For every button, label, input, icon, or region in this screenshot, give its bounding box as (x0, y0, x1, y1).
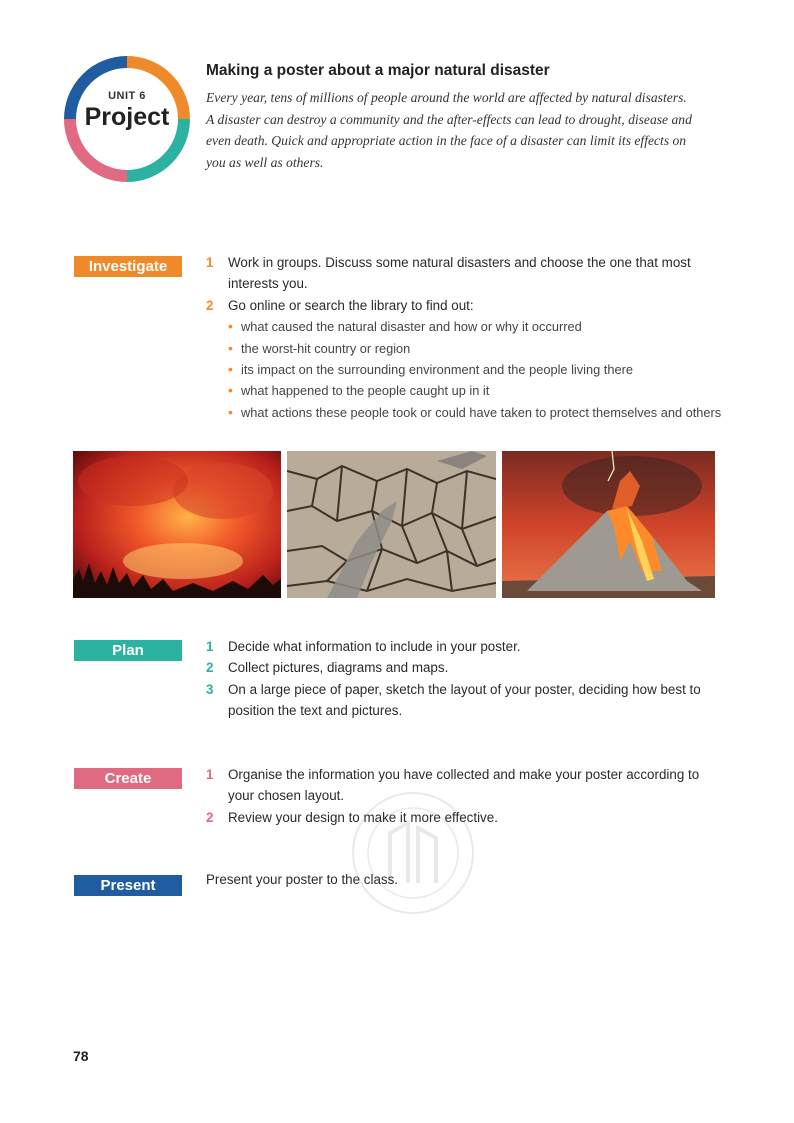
item-text: Organise the information you have collected and make your poster according to your chosen layout. (228, 767, 700, 804)
unit-badge (63, 55, 191, 183)
present-text: Present your poster to the class. (206, 872, 399, 887)
item-number: 2 (206, 297, 214, 313)
wildfire-photo (73, 451, 281, 598)
drought-cracked-earth-photo (287, 451, 496, 598)
list-item (206, 679, 726, 722)
page-title: Making a poster about a major natural disaster (206, 62, 550, 79)
volcano-eruption-photo (502, 451, 715, 598)
create-label: Create (74, 768, 182, 789)
bullet-item: • what happened to the people caught up in it (228, 380, 726, 401)
investigate-label: Investigate (74, 256, 182, 277)
item-number: 3 (206, 681, 214, 697)
intro-paragraph: Every year, tens of millions of people around the world are affected by natural disasters. A disaster can destroy a community and the after-effects can lead to drought, disease and even death. Quick and appropriate action in the face of a disaster can limit its effects on you as well as others. (206, 90, 692, 170)
item-text: Go online or search the library to find out: (228, 297, 474, 313)
unit-number: UNIT 6 (108, 90, 146, 102)
item-number: 2 (206, 809, 214, 825)
item-text: On a large piece of paper, sketch the layout of your poster, deciding how best to position the text and pictures. (228, 681, 701, 719)
present-label: Present (74, 875, 182, 896)
list-item (206, 657, 726, 678)
list-item (206, 252, 726, 295)
item-text: Work in groups. Discuss some natural disasters and choose the one that most interests you. (228, 255, 691, 292)
item-text: Decide what information to include in your poster. (228, 639, 521, 654)
investigate-list (206, 252, 726, 423)
item-number: 1 (206, 767, 214, 782)
publisher-watermark-seal (348, 788, 478, 948)
list-item (206, 295, 726, 423)
project-word: Project (84, 103, 170, 131)
item-number: 1 (206, 255, 214, 270)
page-number: 78 (73, 1048, 89, 1064)
bullet-item: • what actions these people took or could have taken to protect themselves and others (228, 402, 726, 423)
bullet-item: • its impact on the surrounding environment and the people living there (228, 359, 726, 380)
bullet-item: • the worst-hit country or region (228, 338, 726, 359)
list-item (206, 636, 726, 657)
item-number: 2 (206, 660, 214, 676)
item-text: Review your design to make it more effective. (228, 809, 498, 825)
bullet-item: • what caused the natural disaster and how or why it occurred (228, 316, 726, 337)
item-number: 1 (206, 639, 214, 654)
plan-label: Plan (74, 640, 182, 661)
item-text: Collect pictures, diagrams and maps. (228, 660, 449, 676)
bullet-list (228, 316, 726, 423)
plan-list (206, 636, 726, 722)
